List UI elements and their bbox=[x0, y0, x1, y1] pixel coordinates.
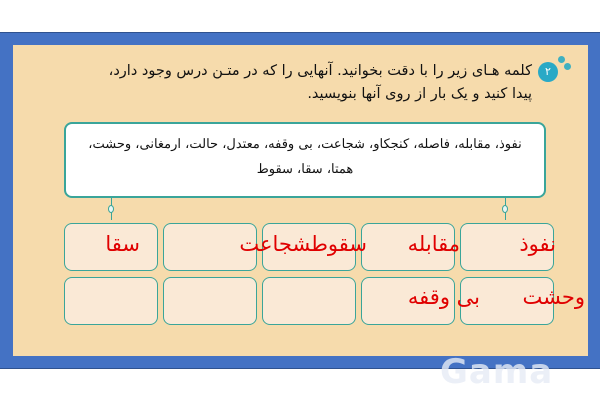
answer-text: سقوطشجاعت bbox=[239, 232, 367, 256]
leaf-icon bbox=[564, 63, 571, 70]
answer-cell[interactable] bbox=[262, 277, 356, 325]
word-list-box bbox=[64, 122, 546, 198]
answer-text: وحشت bbox=[522, 285, 585, 309]
word-list-line-1: نفوذ، مقابله، فاصله، کنجکاو، شجاعت، بی وقفه، معتدل، حالت، ارمغانی، وحشت، bbox=[88, 137, 522, 152]
answer-text: نفوذ bbox=[519, 232, 556, 256]
instruction-line-1: کلمه هـای زیر را با دقت بخوانید. آنهایی را که در متـن درس وجود دارد، bbox=[108, 63, 532, 79]
answer-cell[interactable] bbox=[64, 277, 158, 325]
instruction-text bbox=[52, 60, 532, 106]
leaf-icon bbox=[558, 56, 565, 63]
exercise-number-badge: ۲ bbox=[538, 62, 558, 82]
connector-pin bbox=[108, 205, 114, 213]
instruction-line-2: پیدا کنید و یک بار از روی آنها بنویسید. bbox=[307, 86, 532, 102]
answer-text: بی وقفه bbox=[407, 285, 480, 309]
word-list-line-2: همتا، سقا، سقوط bbox=[256, 162, 354, 177]
answer-text: مقابله bbox=[407, 232, 460, 256]
connector-pin bbox=[502, 205, 508, 213]
answer-cell[interactable] bbox=[163, 277, 257, 325]
answer-text: سقا bbox=[105, 232, 140, 256]
gama-watermark: Gama bbox=[440, 352, 554, 392]
